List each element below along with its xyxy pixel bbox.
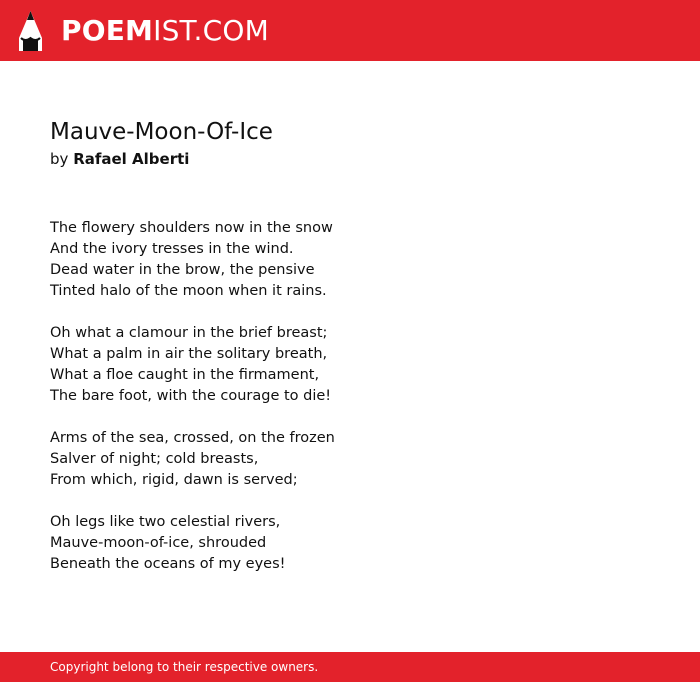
poem-line: Arms of the sea, crossed, on the frozen <box>50 430 335 446</box>
logo-text-light: IST.COM <box>153 14 269 47</box>
logo-text-bold: POEM <box>61 14 154 47</box>
poem-author: Rafael Alberti <box>73 150 190 168</box>
poem-line: Mauve-moon-of-ice, shrouded <box>50 535 267 551</box>
site-logo-link[interactable] <box>18 9 269 53</box>
stanza <box>50 323 650 407</box>
stanza <box>50 512 650 575</box>
poem-line: From which, rigid, dawn is served; <box>50 472 298 488</box>
poem-line: Tinted halo of the moon when it rains. <box>50 283 327 299</box>
poem-line: What a floe caught in the firmament, <box>50 367 320 383</box>
poem-line: The flowery shoulders now in the snow <box>50 220 333 236</box>
site-header <box>0 0 700 61</box>
poem-line: Dead water in the brow, the pensive <box>50 262 315 278</box>
site-logo-text <box>61 14 269 47</box>
byline-prefix: by <box>50 150 69 168</box>
pencil-tip-icon <box>18 10 43 52</box>
poem-line: What a palm in air the solitary breath, <box>50 346 328 362</box>
poem-line: The bare foot, with the courage to die! <box>50 388 332 404</box>
poem-byline <box>50 147 650 171</box>
poem-line: Oh legs like two celestial rivers, <box>50 514 281 530</box>
poem-line: Salver of night; cold breasts, <box>50 451 259 467</box>
poem-line: And the ivory tresses in the wind. <box>50 241 294 257</box>
site-footer <box>0 652 700 682</box>
poem-line: Beneath the oceans of my eyes! <box>50 556 286 572</box>
stanza <box>50 218 650 302</box>
poem-content <box>50 117 650 575</box>
poem-line: Oh what a clamour in the brief breast; <box>50 325 328 341</box>
copyright-notice: Copyright belong to their respective owners. <box>50 660 319 674</box>
poem-body <box>50 218 650 575</box>
poem-title: Mauve-Moon-Of-Ice <box>50 119 273 145</box>
stanza <box>50 428 650 491</box>
